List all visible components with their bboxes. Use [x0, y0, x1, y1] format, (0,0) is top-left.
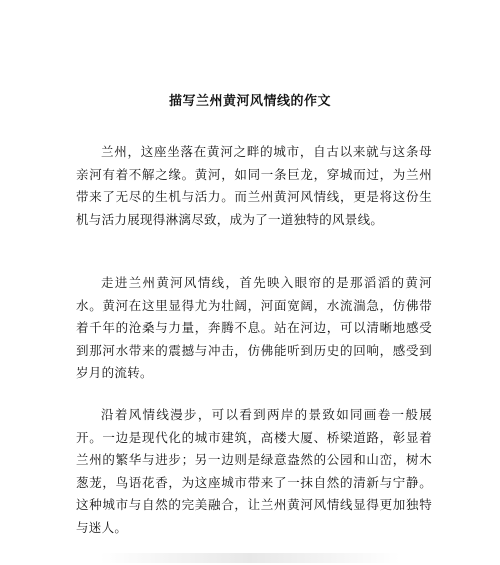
document-title: 描写兰州黄河风情线的作文	[168, 94, 331, 109]
paragraph-3: 沿着风情线漫步，可以看到两岸的景致如同画卷一般展开。一边是现代化的城市建筑，高楼大厦、桥梁道路，彰显着兰州的繁华与进步；另一边则是绿意盎然的公园和山峦，树木葱茏，鸟语花香，为这座城市带来了一抹自然的清新与宁静。这种城市与自然的完美融合，让兰州黄河风情线显得更加独特与迷人。	[76, 407, 432, 535]
faded-footer-text	[100, 553, 400, 563]
paragraph-1: 兰州，这座坐落在黄河之畔的城市，自古以来就与这条母亲河有着不解之缘。黄河，如同一条巨龙，穿城而过，为兰州带来了无尽的生机与活力。而兰州黄河风情线，更是将这份生机与活力展现得淋漓尽致，成为了一道独特的风景线。	[76, 144, 432, 227]
paragraph-2: 走进兰州黄河风情线，首先映入眼帘的是那滔滔的黄河水。黄河在这里显得尤为壮阔，河面宽阔，水流湍急，仿佛带着千年的沧桑与力量，奔腾不息。站在河边，可以清晰地感受到那河水带来的震撼与冲击，仿佛能听到历史的回响，感受到岁月的流转。	[76, 275, 432, 380]
